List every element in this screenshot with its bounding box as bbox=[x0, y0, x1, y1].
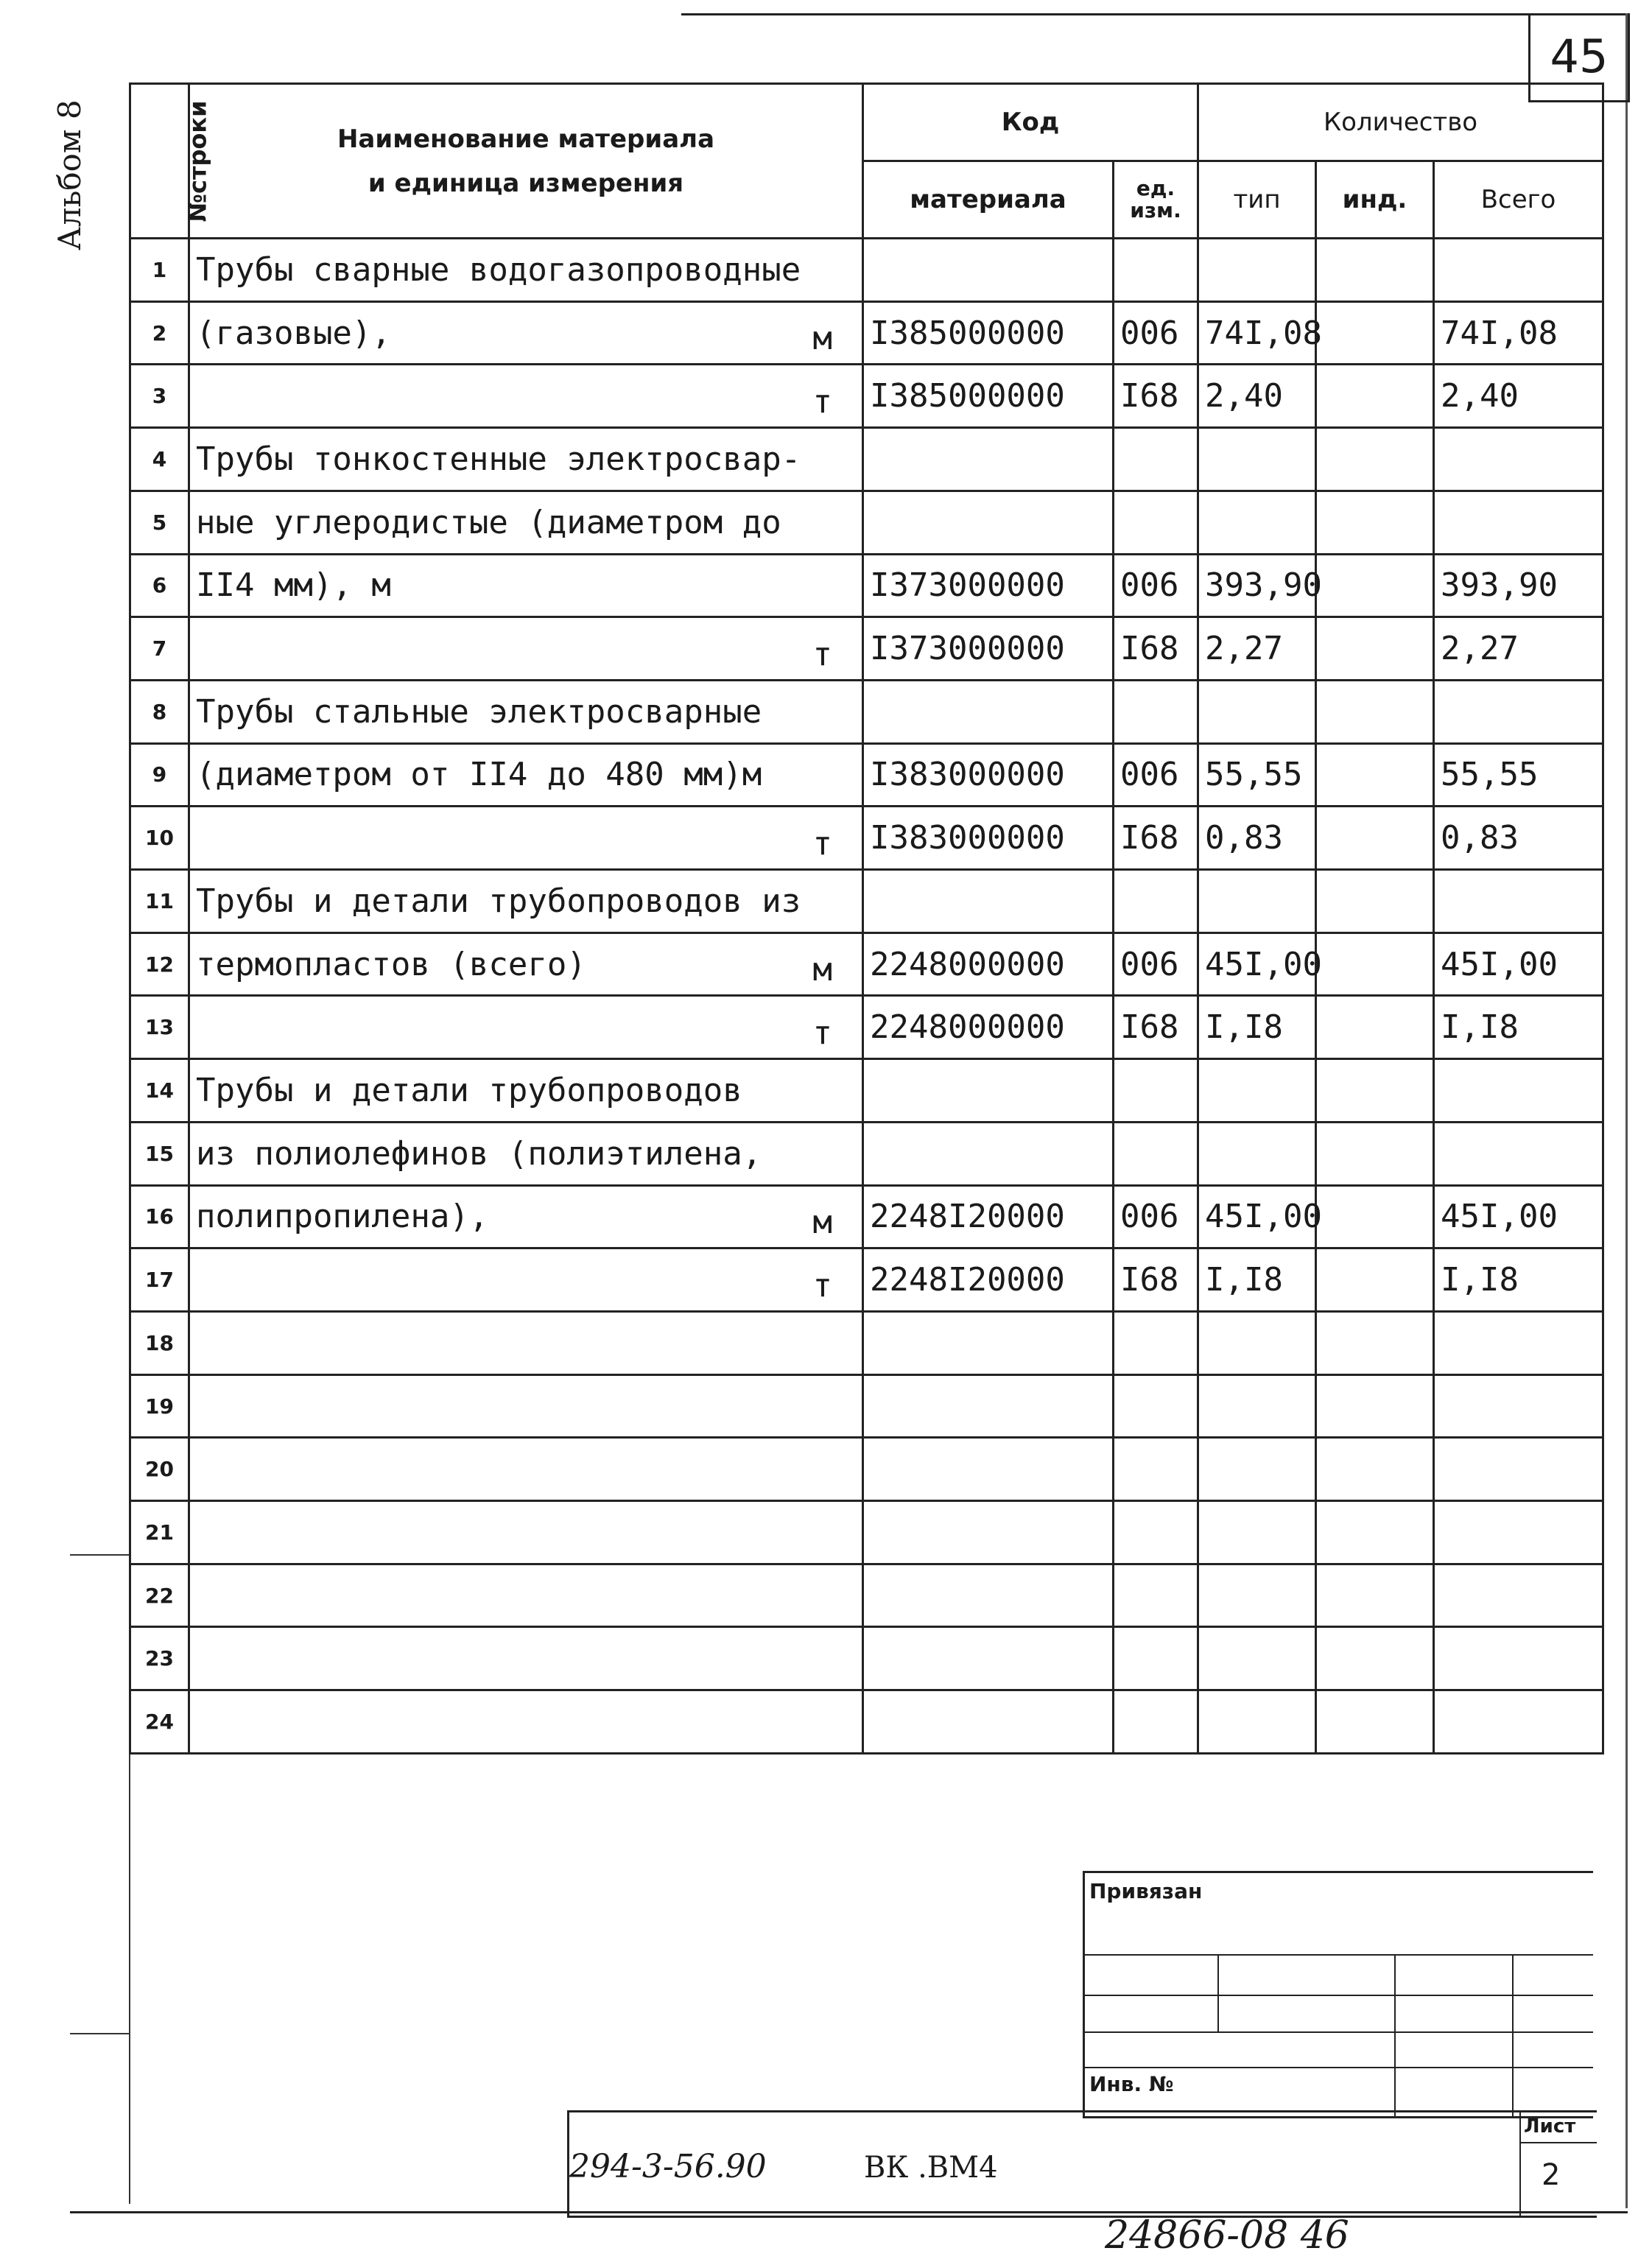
materials-table bbox=[129, 82, 1604, 1755]
qty-total bbox=[1434, 870, 1603, 933]
material-name bbox=[189, 1564, 863, 1627]
qty-ind bbox=[1316, 996, 1434, 1059]
code-material-header: материала bbox=[863, 161, 1114, 239]
material-name: Трубы тонкостенные электросвар- bbox=[189, 428, 863, 491]
qty-total: 45I,00 bbox=[1434, 932, 1603, 996]
material-name bbox=[189, 1438, 863, 1501]
qty-total: 0,83 bbox=[1434, 807, 1603, 870]
row-number: 4 bbox=[130, 428, 189, 491]
material-name: (диаметром от II4 до 480 мм)м bbox=[189, 743, 863, 807]
sheet-label: Лист bbox=[1524, 2115, 1576, 2138]
material-name bbox=[189, 617, 863, 681]
row-number: 6 bbox=[130, 554, 189, 617]
code-group-header: Код bbox=[863, 84, 1198, 161]
qty-total bbox=[1434, 1627, 1603, 1690]
row-number: 12 bbox=[130, 932, 189, 996]
material-name bbox=[189, 1690, 863, 1754]
row-number: 21 bbox=[130, 1501, 189, 1564]
material-code bbox=[863, 1501, 1114, 1564]
material-code bbox=[863, 1122, 1114, 1185]
unit-code bbox=[1114, 1438, 1198, 1501]
material-code bbox=[863, 428, 1114, 491]
qty-ind-header: инд. bbox=[1316, 161, 1434, 239]
unit-code bbox=[1114, 1627, 1198, 1690]
qty-total: I,I8 bbox=[1434, 996, 1603, 1059]
qty-type bbox=[1198, 491, 1316, 554]
qty-type bbox=[1198, 1627, 1316, 1690]
table-row bbox=[130, 1311, 1603, 1374]
material-name bbox=[189, 1374, 863, 1438]
unit-code bbox=[1114, 239, 1198, 302]
row-number: 10 bbox=[130, 807, 189, 870]
qty-type bbox=[1198, 1059, 1316, 1123]
qty-total bbox=[1434, 1374, 1603, 1438]
unit-code bbox=[1114, 1501, 1198, 1564]
binding-divider bbox=[70, 2033, 129, 2034]
archive-number: 24866-08 46 bbox=[1105, 2213, 1349, 2258]
material-code bbox=[863, 491, 1114, 554]
qty-ind bbox=[1316, 1690, 1434, 1754]
unit-code: 006 bbox=[1114, 301, 1198, 365]
table-row bbox=[130, 617, 1603, 681]
material-code: 2248000000 bbox=[863, 996, 1114, 1059]
unit-of-measure: т bbox=[812, 383, 832, 421]
qty-total bbox=[1434, 491, 1603, 554]
row-number: 8 bbox=[130, 680, 189, 743]
qty-total: 55,55 bbox=[1434, 743, 1603, 807]
qty-type bbox=[1198, 870, 1316, 933]
table-row bbox=[130, 428, 1603, 491]
qty-type bbox=[1198, 1311, 1316, 1374]
qty-ind bbox=[1316, 1311, 1434, 1374]
unit-code bbox=[1114, 428, 1198, 491]
unit-code: 006 bbox=[1114, 932, 1198, 996]
qty-ind bbox=[1316, 239, 1434, 302]
unit-code bbox=[1114, 1059, 1198, 1123]
privyazan-label: Привязан bbox=[1089, 1879, 1203, 1903]
row-number: 17 bbox=[130, 1248, 189, 1312]
material-code: I373000000 bbox=[863, 554, 1114, 617]
unit-of-measure: м bbox=[812, 320, 832, 358]
title-block bbox=[567, 2110, 1597, 2218]
document-mark: ВК .ВМ4 bbox=[864, 2151, 998, 2185]
material-name: ные углеродистые (диаметром до bbox=[189, 491, 863, 554]
qty-ind bbox=[1316, 1627, 1434, 1690]
qty-ind bbox=[1316, 617, 1434, 681]
qty-total: 45I,00 bbox=[1434, 1185, 1603, 1248]
table-row bbox=[130, 1690, 1603, 1754]
material-code bbox=[863, 1438, 1114, 1501]
qty-ind bbox=[1316, 1564, 1434, 1627]
row-number: 22 bbox=[130, 1564, 189, 1627]
row-number: 18 bbox=[130, 1311, 189, 1374]
unit-code bbox=[1114, 680, 1198, 743]
material-code: I385000000 bbox=[863, 365, 1114, 428]
material-name bbox=[189, 807, 863, 870]
material-name: (газовые), м bbox=[189, 301, 863, 365]
material-code: 2248000000 bbox=[863, 932, 1114, 996]
qty-type bbox=[1198, 428, 1316, 491]
material-code bbox=[863, 1059, 1114, 1123]
material-code bbox=[863, 1627, 1114, 1690]
qty-total bbox=[1434, 239, 1603, 302]
unit-code bbox=[1114, 1122, 1198, 1185]
qty-ind bbox=[1316, 554, 1434, 617]
row-number: 9 bbox=[130, 743, 189, 807]
unit-code: 006 bbox=[1114, 743, 1198, 807]
material-name: полипропилена), м bbox=[189, 1185, 863, 1248]
sheet-number: 2 bbox=[1542, 2158, 1561, 2192]
row-number-header: №строки bbox=[130, 84, 189, 239]
table-row bbox=[130, 1059, 1603, 1123]
unit-of-measure: т bbox=[812, 635, 832, 673]
qty-ind bbox=[1316, 932, 1434, 996]
qty-total bbox=[1434, 1501, 1603, 1564]
qty-type: 0,83 bbox=[1198, 807, 1316, 870]
approval-stamp bbox=[1083, 1871, 1593, 2118]
qty-total bbox=[1434, 1564, 1603, 1627]
unit-of-measure: м bbox=[812, 1204, 832, 1242]
qty-total: I,I8 bbox=[1434, 1248, 1603, 1312]
table-row bbox=[130, 807, 1603, 870]
row-number: 11 bbox=[130, 870, 189, 933]
table-row bbox=[130, 996, 1603, 1059]
album-label: Альбом 8 bbox=[52, 99, 88, 250]
qty-type: 74I,08 bbox=[1198, 301, 1316, 365]
table-row bbox=[130, 365, 1603, 428]
table-row bbox=[130, 491, 1603, 554]
inventory-number-label: Инв. № bbox=[1089, 2072, 1174, 2096]
material-code bbox=[863, 870, 1114, 933]
row-number: 19 bbox=[130, 1374, 189, 1438]
qty-total: 2,27 bbox=[1434, 617, 1603, 681]
row-number: 5 bbox=[130, 491, 189, 554]
row-number: 3 bbox=[130, 365, 189, 428]
material-code: I385000000 bbox=[863, 301, 1114, 365]
sheet-bottom-border bbox=[70, 2211, 1628, 2213]
unit-code: I68 bbox=[1114, 996, 1198, 1059]
unit-code: 006 bbox=[1114, 1185, 1198, 1248]
material-code bbox=[863, 680, 1114, 743]
unit-code bbox=[1114, 491, 1198, 554]
material-code bbox=[863, 1311, 1114, 1374]
unit-code bbox=[1114, 1564, 1198, 1627]
material-name bbox=[189, 1501, 863, 1564]
table-row bbox=[130, 301, 1603, 365]
binding-strip bbox=[70, 1554, 130, 2204]
code-unit-header: ед. изм. bbox=[1114, 161, 1198, 239]
qty-type: I,I8 bbox=[1198, 996, 1316, 1059]
table-row bbox=[130, 554, 1603, 617]
row-number: 7 bbox=[130, 617, 189, 681]
row-number: 24 bbox=[130, 1690, 189, 1754]
qty-ind bbox=[1316, 743, 1434, 807]
material-name: Трубы и детали трубопроводов из bbox=[189, 870, 863, 933]
qty-ind bbox=[1316, 1248, 1434, 1312]
qty-ind bbox=[1316, 428, 1434, 491]
unit-code: I68 bbox=[1114, 1248, 1198, 1312]
material-code bbox=[863, 239, 1114, 302]
page-number: 45 bbox=[1528, 13, 1630, 102]
material-code: I383000000 bbox=[863, 743, 1114, 807]
material-name bbox=[189, 365, 863, 428]
material-code bbox=[863, 1374, 1114, 1438]
qty-total: 393,90 bbox=[1434, 554, 1603, 617]
qty-ind bbox=[1316, 1501, 1434, 1564]
qty-type: 2,40 bbox=[1198, 365, 1316, 428]
table-row bbox=[130, 1564, 1603, 1627]
qty-type bbox=[1198, 1374, 1316, 1438]
unit-of-measure: м bbox=[812, 951, 832, 989]
qty-ind bbox=[1316, 301, 1434, 365]
qty-total bbox=[1434, 1438, 1603, 1501]
table-row bbox=[130, 1627, 1603, 1690]
document-code: 294-3-56.90 bbox=[569, 2148, 767, 2185]
qty-type bbox=[1198, 1122, 1316, 1185]
qty-ind bbox=[1316, 680, 1434, 743]
qty-type: 45I,00 bbox=[1198, 1185, 1316, 1248]
row-number: 13 bbox=[130, 996, 189, 1059]
qty-total: 2,40 bbox=[1434, 365, 1603, 428]
qty-type bbox=[1198, 239, 1316, 302]
unit-of-measure: т bbox=[812, 1014, 832, 1053]
qty-ind bbox=[1316, 491, 1434, 554]
qty-type-header: тип bbox=[1198, 161, 1316, 239]
unit-code bbox=[1114, 1690, 1198, 1754]
material-code: I373000000 bbox=[863, 617, 1114, 681]
qty-ind bbox=[1316, 1122, 1434, 1185]
table-row bbox=[130, 1122, 1603, 1185]
qty-type: 55,55 bbox=[1198, 743, 1316, 807]
qty-type bbox=[1198, 1690, 1316, 1754]
unit-of-measure: т bbox=[812, 1266, 832, 1304]
table-row bbox=[130, 680, 1603, 743]
unit-code bbox=[1114, 870, 1198, 933]
name-header: Наименование материала и единица измерения bbox=[189, 84, 863, 239]
qty-ind bbox=[1316, 1059, 1434, 1123]
unit-code: I68 bbox=[1114, 807, 1198, 870]
unit-code: 006 bbox=[1114, 554, 1198, 617]
unit-code bbox=[1114, 1374, 1198, 1438]
material-code: 2248I20000 bbox=[863, 1248, 1114, 1312]
qty-type: 45I,00 bbox=[1198, 932, 1316, 996]
table-row bbox=[130, 743, 1603, 807]
row-number: 23 bbox=[130, 1627, 189, 1690]
table-row bbox=[130, 1248, 1603, 1312]
unit-code bbox=[1114, 1311, 1198, 1374]
row-number: 1 bbox=[130, 239, 189, 302]
material-name: II4 мм), м bbox=[189, 554, 863, 617]
material-code: I383000000 bbox=[863, 807, 1114, 870]
unit-of-measure: т bbox=[812, 825, 832, 863]
table-row bbox=[130, 1438, 1603, 1501]
qty-ind bbox=[1316, 807, 1434, 870]
qty-ind bbox=[1316, 365, 1434, 428]
qty-total bbox=[1434, 1059, 1603, 1123]
quantity-group-header: Количество bbox=[1198, 84, 1603, 161]
qty-ind bbox=[1316, 1374, 1434, 1438]
unit-code: I68 bbox=[1114, 617, 1198, 681]
material-name: Трубы и детали трубопроводов bbox=[189, 1059, 863, 1123]
material-name: термопластов (всего) м bbox=[189, 932, 863, 996]
sheet-top-border bbox=[681, 13, 1625, 15]
qty-type bbox=[1198, 1501, 1316, 1564]
qty-type: 393,90 bbox=[1198, 554, 1316, 617]
row-number: 15 bbox=[130, 1122, 189, 1185]
row-number: 14 bbox=[130, 1059, 189, 1123]
qty-type bbox=[1198, 1438, 1316, 1501]
material-name: Трубы сварные водогазопроводные bbox=[189, 239, 863, 302]
qty-type bbox=[1198, 680, 1316, 743]
qty-total: 74I,08 bbox=[1434, 301, 1603, 365]
qty-total bbox=[1434, 1122, 1603, 1185]
qty-type: I,I8 bbox=[1198, 1248, 1316, 1312]
qty-ind bbox=[1316, 1185, 1434, 1248]
table-row bbox=[130, 932, 1603, 996]
table-row bbox=[130, 1501, 1603, 1564]
qty-total-header: Всего bbox=[1434, 161, 1603, 239]
material-name bbox=[189, 1627, 863, 1690]
qty-type bbox=[1198, 1564, 1316, 1627]
qty-total bbox=[1434, 428, 1603, 491]
qty-total bbox=[1434, 1311, 1603, 1374]
material-code bbox=[863, 1564, 1114, 1627]
sheet-right-border bbox=[1625, 13, 1628, 2208]
material-name: Трубы стальные электросварные bbox=[189, 680, 863, 743]
material-name: из полиолефинов (полиэтилена, bbox=[189, 1122, 863, 1185]
material-code bbox=[863, 1690, 1114, 1754]
table-row bbox=[130, 1374, 1603, 1438]
material-name bbox=[189, 1248, 863, 1312]
unit-code: I68 bbox=[1114, 365, 1198, 428]
row-number: 20 bbox=[130, 1438, 189, 1501]
qty-total bbox=[1434, 1690, 1603, 1754]
qty-total bbox=[1434, 680, 1603, 743]
qty-ind bbox=[1316, 1438, 1434, 1501]
table-row bbox=[130, 1185, 1603, 1248]
material-name bbox=[189, 996, 863, 1059]
row-number: 2 bbox=[130, 301, 189, 365]
material-name bbox=[189, 1311, 863, 1374]
table-row bbox=[130, 870, 1603, 933]
qty-ind bbox=[1316, 870, 1434, 933]
table-row bbox=[130, 239, 1603, 302]
material-code: 2248I20000 bbox=[863, 1185, 1114, 1248]
row-number: 16 bbox=[130, 1185, 189, 1248]
qty-type: 2,27 bbox=[1198, 617, 1316, 681]
